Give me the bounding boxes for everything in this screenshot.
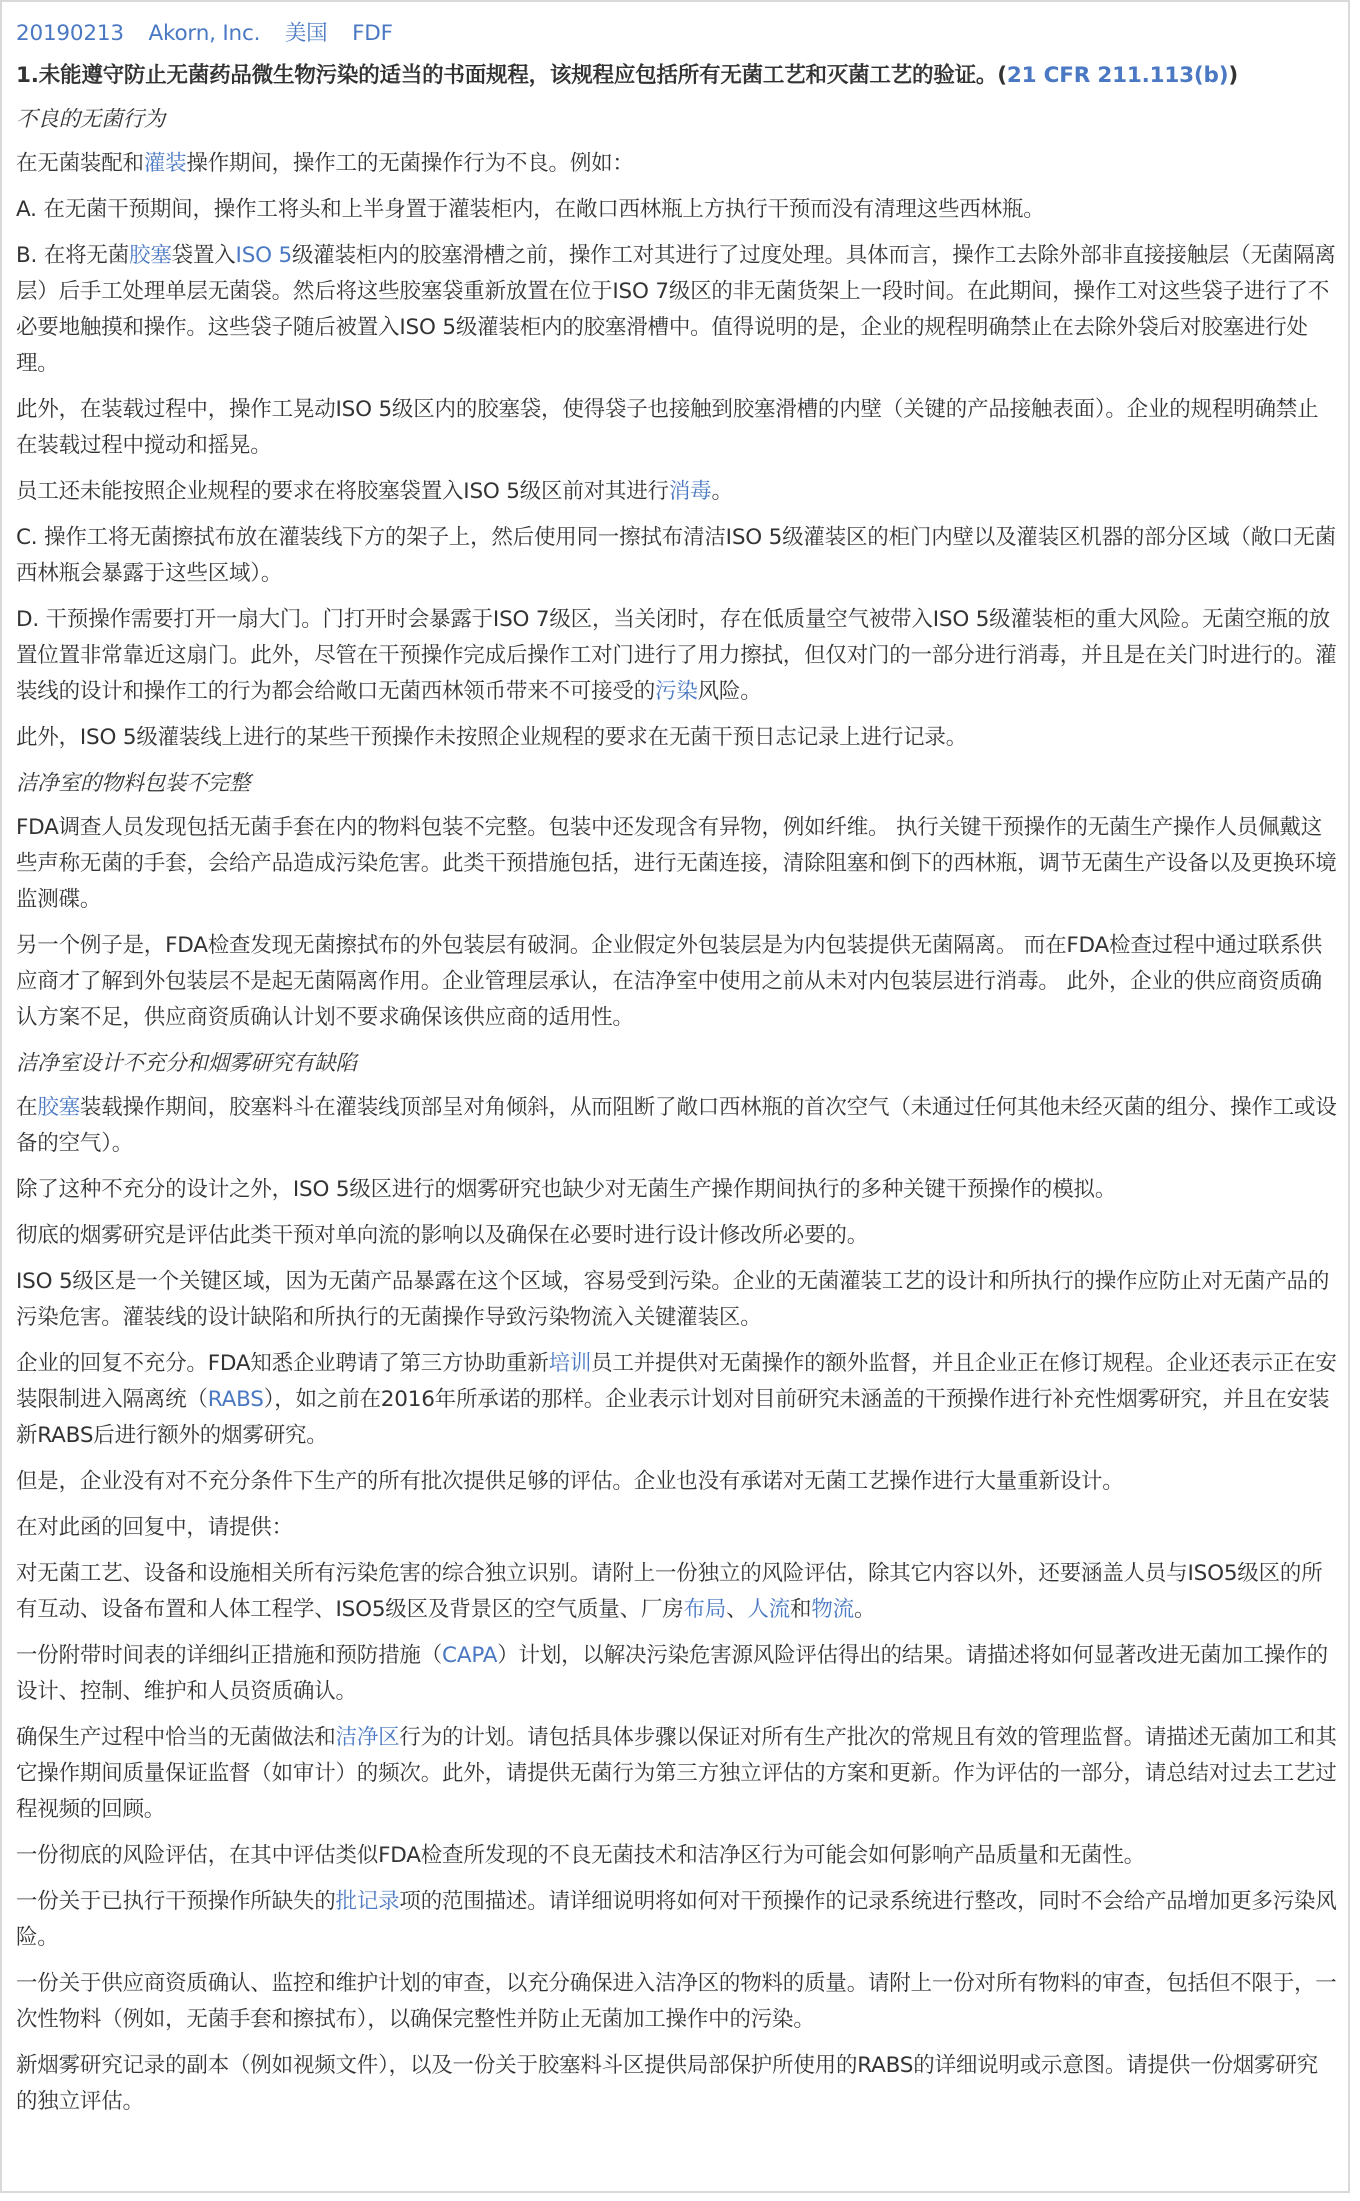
text: 员工还未能按照企业规程的要求在将胶塞袋置入ISO 5级区前对其进行 — [16, 479, 669, 504]
cfr-link[interactable]: 21 CFR 211.113(b) — [1006, 63, 1229, 88]
term-link-training[interactable]: 培训 — [548, 1351, 592, 1376]
term-link-stopper[interactable]: 胶塞 — [129, 243, 172, 268]
observation-heading — [16, 58, 1338, 94]
text: 级灌装柜内的胶塞滑槽之前，操作工对其进行了过度处理。具体而言，操作工去除外部非直接接触层（无菌隔离层）后手工处理单层无菌袋。然后将这些胶塞袋重新放置在位于ISO 7级区的非无菌货架上一段时间。在此期间，操作工对这些袋子进行了不必要地触摸和操作。这些袋子随后被置入ISO 5级灌装柜内的胶塞滑槽中。值得说明的是，企业的规程明确禁止在去除外袋后对胶塞进行处理。 — [16, 243, 1336, 376]
text: 行为的计划。请包括具体步骤以保证对所有生产批次的常规且有效的管理监督。请描述无菌加工和其它操作期间质量保证监督（如审计）的频次。此外，请提供无菌行为第三方独立评估的方案和更新。作为评估的一部分，请总结对过去工艺过程视频的回顾。 — [16, 1725, 1337, 1822]
heading-text: 1.未能遵守防止无菌药品微生物污染的适当的书面规程，该规程应包括所有无菌工艺和灭菌工艺的验证。( — [16, 63, 1007, 88]
text: 。 — [853, 1597, 876, 1622]
text: D. 干预操作需要打开一扇大门。门打开时会暴露于ISO 7级区，当关闭时，存在低质量空气被带入ISO 5级灌装柜的重大风险。无菌空瓶的放置位置非常靠近这扇门。此外，尽管在干预操作完成后操作工对门进行了用力擦拭，但仅对门的一部分进行消毒，并且是在关门时进行的。灌装线的设计和操作工的行为都会给敞口无菌西林领币带来不可接受的 — [16, 607, 1337, 704]
paragraph: C. 操作工将无菌擦拭布放在灌装线下方的架子上，然后使用同一擦拭布清洁ISO 5级灌装区的柜门内壁以及灌装区机器的部分区域（敞口无菌西林瓶会暴露于这些区域）。 — [16, 525, 1336, 586]
paragraph: 此外，在装载过程中，操作工晃动ISO 5级区内的胶塞袋，使得袋子也接触到胶塞滑槽的内壁（关键的产品接触表面）。企业的规程明确禁止在装载过程中搅动和摇晃。 — [16, 397, 1319, 458]
text: 在无菌装配和 — [16, 151, 144, 176]
term-link-personnel-flow[interactable]: 人流 — [747, 1597, 791, 1622]
record-date[interactable]: 20190213 — [16, 21, 124, 46]
text: 、 — [726, 1597, 748, 1622]
paragraph: 一份关于供应商资质确认、监控和维护计划的审查，以充分确保进入洁净区的物料的质量。请附上一份对所有物料的审查，包括但不限于，一次性物料（例如，无菌手套和擦拭布），以确保完整性并防止无菌加工操作中的污染。 — [16, 1971, 1337, 2032]
paragraph: 一份彻底的风险评估，在其中评估类似FDA检查所发现的不良无菌技术和洁净区行为可能会如何影响产品质量和无菌性。 — [16, 1843, 1145, 1868]
text: 员工并提供对无菌操作的额外监督，并且企业正在修订规程。企业还表示正在安装限制进入隔离统（ — [16, 1351, 1337, 1412]
paragraph — [16, 238, 1338, 382]
text: 确保生产过程中恰当的无菌做法和 — [16, 1725, 336, 1750]
record-agency[interactable]: FDF — [352, 21, 393, 46]
text: 袋置入 — [171, 243, 236, 268]
term-link-batch-record[interactable]: 批记录 — [335, 1889, 400, 1914]
paragraph: 在对此函的回复中，请提供： — [16, 1515, 293, 1540]
text: 操作期间，操作工的无菌操作行为不良。例如： — [186, 151, 634, 176]
paragraph: 另一个例子是，FDA检查发现无菌擦拭布的外包装层有破洞。企业假定外包装层是为内包装提供无菌隔离。 而在FDA检查过程中通过联系供应商才了解到外包装层不是起无菌隔离作用。企业管理层承认，在洁净室中使用之前从未对内包装层进行消毒。 此外，企业的供应商资质确认方案不足，供应商资质确认计划不要求确保该供应商的适用性。 — [16, 933, 1323, 1030]
term-link-stopper-2[interactable]: 胶塞 — [37, 1095, 80, 1120]
section-title-packaging: 洁净室的物料包装不完整 — [16, 771, 251, 796]
text: 项的范围描述。请详细说明将如何对干预操作的记录系统进行整改，同时不会给产品增加更多污染风险。 — [16, 1889, 1337, 1950]
heading-close: ) — [1228, 63, 1238, 88]
paragraph — [16, 1556, 1338, 1628]
paragraph: 但是，企业没有对不充分条件下生产的所有批次提供足够的评估。企业也没有承诺对无菌工艺操作进行大量重新设计。 — [16, 1469, 1124, 1494]
paragraph: FDA调查人员发现包括无菌手套在内的物料包装不完整。包装中还发现含有异物，例如纤维。 执行关键干预操作的无菌生产操作人员佩戴这些声称无菌的手套，会给产品造成污染危害。此类干预措施包括，进行无菌连接，清除阻塞和倒下的西林瓶，调节无菌生产设备以及更换环境监测碟。 — [16, 815, 1337, 912]
paragraph: ISO 5级区是一个关键区域，因为无菌产品暴露在这个区域，容易受到污染。企业的无菌灌装工艺的设计和所执行的操作应防止对无菌产品的污染危害。灌装线的设计缺陷和所执行的无菌操作导致污染物流入关键灌装区。 — [16, 1269, 1330, 1330]
text: 在 — [16, 1095, 38, 1120]
term-link-clean-area[interactable]: 洁净区 — [335, 1725, 400, 1750]
section-title-cleanroom-design: 洁净室设计不充分和烟雾研究有缺陷 — [16, 1051, 357, 1076]
paragraph — [16, 1638, 1338, 1710]
text: 企业的回复不充分。FDA知悉企业聘请了第三方协助重新 — [16, 1351, 549, 1376]
paragraph — [16, 602, 1338, 710]
term-link-material-flow[interactable]: 物流 — [811, 1597, 854, 1622]
paragraph: 新烟雾研究记录的副本（例如视频文件），以及一份关于胶塞料斗区提供局部保护所使用的RABS的详细说明或示意图。请提供一份烟雾研究的独立评估。 — [16, 2053, 1318, 2114]
term-link-layout[interactable]: 布局 — [683, 1597, 727, 1622]
text: ），如之前在2016年所承诺的那样。企业表示计划对目前研究未涵盖的干预操作进行补充性烟雾研究，并且在安装新RABS后进行额外的烟雾研究。 — [16, 1387, 1330, 1448]
paragraph: 除了这种不充分的设计之外，ISO 5级区进行的烟雾研究也缺少对无菌生产操作期间执行的多种关键干预操作的模拟。 — [16, 1177, 1117, 1202]
record-header — [16, 16, 1338, 52]
text: 风险。 — [697, 679, 762, 704]
paragraph — [16, 474, 1338, 510]
record-company[interactable]: Akorn, Inc. — [148, 21, 261, 46]
term-link-rabs[interactable]: RABS — [207, 1387, 264, 1412]
term-link-capa[interactable]: CAPA — [442, 1643, 498, 1668]
section-title-aseptic-behavior: 不良的无菌行为 — [16, 107, 166, 132]
text: 一份关于已执行干预操作所缺失的 — [16, 1889, 336, 1914]
term-link-filling[interactable]: 灌装 — [143, 151, 187, 176]
term-link-disinfection[interactable]: 消毒 — [668, 479, 712, 504]
text: B. 在将无菌 — [16, 243, 130, 268]
paragraph: 彻底的烟雾研究是评估此类干预对单向流的影响以及确保在必要时进行设计修改所必要的。 — [16, 1223, 869, 1248]
paragraph — [16, 1346, 1338, 1454]
text: 对无菌工艺、设备和设施相关所有污染危害的综合独立识别。请附上一份独立的风险评估，除其它内容以外，还要涵盖人员与ISO5级区的所有互动、设备布置和人体工程学、ISO5级区及背景区的空气质量、厂房 — [16, 1561, 1323, 1622]
text: 装载操作期间，胶塞料斗在灌装线顶部呈对角倾斜，从而阻断了敞口西林瓶的首次空气（未通过任何其他未经灭菌的组分、操作工或设备的空气）。 — [16, 1095, 1337, 1156]
text: ）计划，以解决污染危害源风险评估得出的结果。请描述将如何显著改进无菌加工操作的设计、控制、维护和人员资质确认。 — [16, 1643, 1328, 1704]
paragraph — [16, 1884, 1338, 1956]
paragraph — [16, 146, 1338, 182]
paragraph: A. 在无菌干预期间，操作工将头和上半身置于灌装柜内，在敞口西林瓶上方执行干预而没有清理这些西林瓶。 — [16, 197, 1045, 222]
term-link-contamination[interactable]: 污染 — [655, 679, 698, 704]
paragraph — [16, 1090, 1338, 1162]
term-link-iso5[interactable]: ISO 5 — [235, 243, 292, 268]
paragraph — [16, 1720, 1338, 1828]
paragraph: 此外，ISO 5级灌装线上进行的某些干预操作未按照企业规程的要求在无菌干预日志记录上进行记录。 — [16, 725, 968, 750]
text: 。 — [711, 479, 733, 504]
text: 和 — [790, 1597, 812, 1622]
text: 一份附带时间表的详细纠正措施和预防措施（ — [16, 1643, 443, 1668]
record-country[interactable]: 美国 — [284, 21, 328, 46]
